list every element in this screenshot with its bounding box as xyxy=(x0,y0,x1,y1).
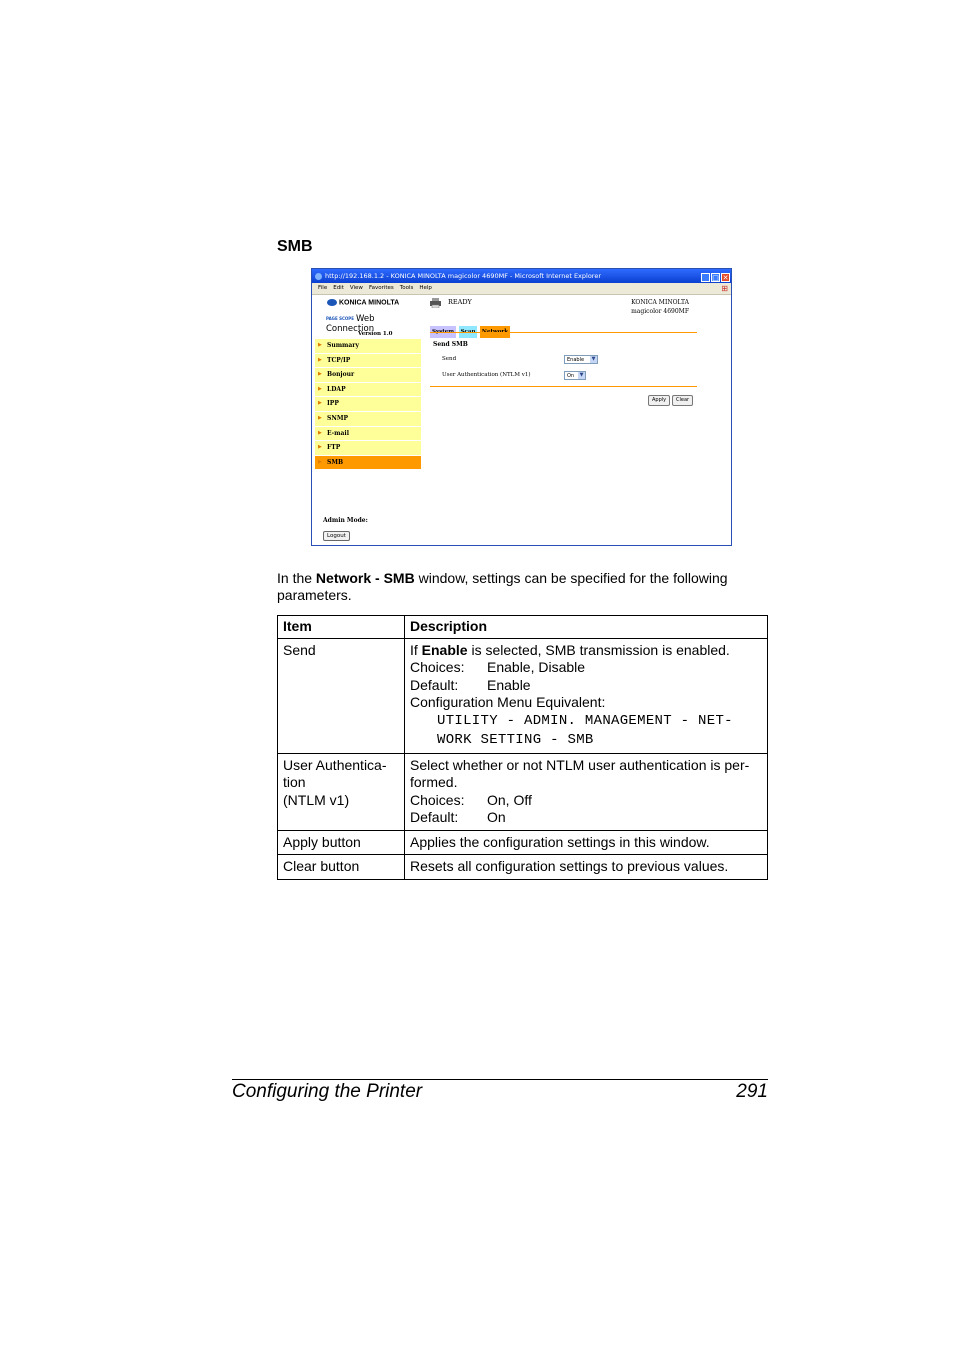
table-row xyxy=(278,753,768,830)
nav-item-email[interactable]: ▶ E-mail xyxy=(315,427,421,441)
menu-path: UTILITY - ADMIN. MANAGEMENT - NET- xyxy=(437,712,733,729)
arrow-icon: ▶ xyxy=(318,458,322,465)
ie-icon xyxy=(315,273,322,280)
arrow-icon: ▶ xyxy=(318,429,322,436)
arrow-icon: ▶ xyxy=(318,371,322,378)
footer-divider xyxy=(232,1079,768,1080)
parameter-table xyxy=(277,615,768,880)
menu-file[interactable]: File xyxy=(318,285,328,291)
intro-paragraph: In the Network - SMB window, settings can be specified for the following parameters. xyxy=(277,570,728,603)
auth-label: User Authentication (NTLM v1) xyxy=(442,372,531,378)
status-text: READY xyxy=(448,298,472,306)
windows-logo-icon: ⊞ xyxy=(721,284,728,293)
form-divider xyxy=(430,386,697,387)
description-cell: Applies the configuration settings in this window. xyxy=(405,830,768,855)
item-cell: Send xyxy=(278,638,405,753)
nav-item-tcpip[interactable]: ▶ TCP/IP xyxy=(315,354,421,368)
printer-icon xyxy=(430,298,441,308)
form-title: Send SMB xyxy=(433,341,468,348)
nav-list xyxy=(315,339,421,470)
item-cell: Clear button xyxy=(278,855,405,880)
arrow-icon: ▶ xyxy=(318,385,322,392)
nav-item-ftp[interactable]: ▶ FTP xyxy=(315,441,421,455)
tab-divider xyxy=(430,332,697,333)
close-button[interactable]: ✕ xyxy=(722,274,729,282)
konica-globe-icon xyxy=(327,299,337,306)
table-row xyxy=(278,855,768,880)
table-header-row xyxy=(278,616,768,639)
nav-item-snmp[interactable]: ▶ SNMP xyxy=(315,412,421,426)
apply-button[interactable]: Apply xyxy=(648,395,670,406)
menu-path: WORK SETTING - SMB xyxy=(437,731,594,748)
dropdown-arrow-icon: ▼ xyxy=(579,372,584,378)
footer-title: Configuring the Printer xyxy=(232,1081,423,1102)
nav-item-bonjour[interactable]: ▶ Bonjour xyxy=(315,368,421,382)
table-row xyxy=(278,638,768,753)
nav-item-summary[interactable]: ▶ Summary xyxy=(315,339,421,353)
arrow-icon: ▶ xyxy=(318,414,322,421)
menu-help[interactable]: Help xyxy=(419,285,432,291)
send-select[interactable]: Enable ▼ xyxy=(564,355,598,364)
menu-tools[interactable]: Tools xyxy=(399,285,414,291)
column-header: Item xyxy=(278,616,405,639)
table-row xyxy=(278,830,768,855)
menu-favorites[interactable]: Favorites xyxy=(368,285,394,291)
tab-bar xyxy=(430,320,508,332)
arrow-icon: ▶ xyxy=(318,356,322,363)
pagescope-icon: PAGE SCOPE xyxy=(326,315,354,321)
menu-view[interactable]: View xyxy=(349,285,363,291)
description-cell: If Enable is selected, SMB transmission is enabled. Choices: Enable, Disable Default: Enable Configuration Menu Equivalent: UTILITY - ADMIN. MANAGEMENT - NET- WORK SETTING - SMB xyxy=(405,638,768,753)
send-label: Send xyxy=(442,356,457,362)
nav-item-ipp[interactable]: ▶ IPP xyxy=(315,397,421,411)
clear-button[interactable]: Clear xyxy=(672,395,693,406)
browser-screenshot xyxy=(311,268,732,546)
arrow-icon: ▶ xyxy=(318,444,322,451)
minimize-button[interactable]: _ xyxy=(701,273,710,282)
menu-bar xyxy=(312,283,731,295)
logout-button[interactable]: Logout xyxy=(323,531,350,541)
window-titlebar xyxy=(312,269,731,283)
description-cell: Resets all configuration settings to previous values. xyxy=(405,855,768,880)
menu-edit[interactable]: Edit xyxy=(333,285,344,291)
arrow-icon: ▶ xyxy=(318,400,322,407)
dropdown-arrow-icon: ▼ xyxy=(591,356,596,362)
web-connection-logo: PAGE SCOPE Web Connection xyxy=(326,314,375,334)
auth-select[interactable]: On ▼ xyxy=(564,371,586,380)
maximize-button[interactable]: □ xyxy=(712,274,719,282)
section-title: SMB xyxy=(277,238,313,255)
window-title: http://192.168.1.2 - KONICA MINOLTA magicolor 4690MF - Microsoft Internet Explorer xyxy=(325,272,602,280)
version-label: Version 1.0 xyxy=(358,331,393,337)
main-panel xyxy=(429,295,699,545)
item-cell: User Authentica- tion (NTLM v1) xyxy=(278,753,405,830)
column-header: Description xyxy=(405,616,768,639)
admin-mode-label: Admin Mode: xyxy=(323,517,368,524)
arrow-icon: ▶ xyxy=(318,342,322,348)
nav-item-ldap[interactable]: ▶ LDAP xyxy=(315,383,421,397)
description-cell: Select whether or not NTLM user authentication is per- formed. Choices: On, Off Default: On xyxy=(405,753,768,830)
page-number: 291 xyxy=(736,1081,768,1102)
konica-minolta-logo: KONICA MINOLTA xyxy=(327,299,399,306)
printer-brand: KONICA MINOLTA magicolor 4690MF xyxy=(631,299,689,315)
nav-item-smb[interactable]: ▶ SMB xyxy=(315,456,421,470)
item-cell: Apply button xyxy=(278,830,405,855)
